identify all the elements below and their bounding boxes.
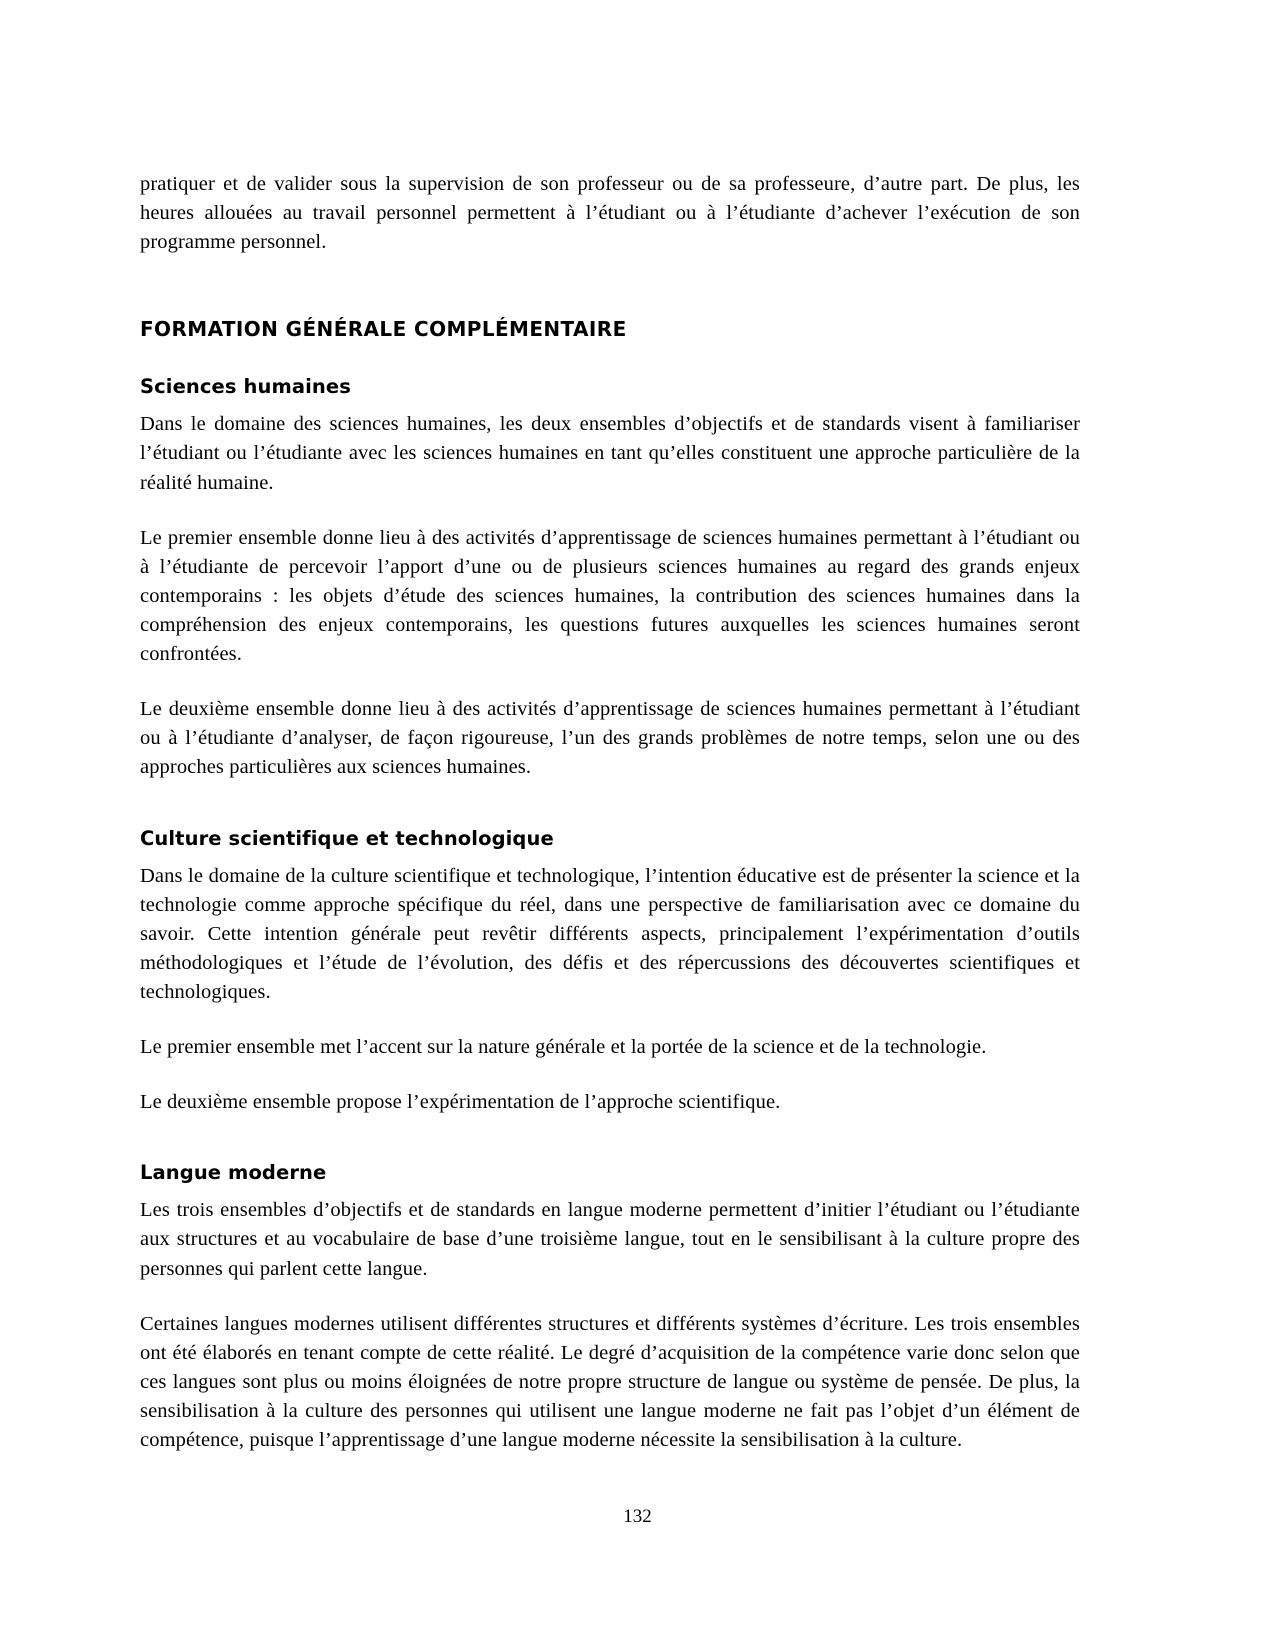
paragraph-sciences-humaines-3: Le deuxième ensemble donne lieu à des activités d’apprentissage de sciences humaines permettant à l’étudiant ou à l’étudiante d’analyser, de façon rigoureuse, l’un des grands problèmes de notre temps, selon une ou des approches particulières aux sciences humaines.: [140, 698, 1080, 779]
subsection-heading-langue-moderne: Langue moderne: [140, 1161, 327, 1185]
paragraph-culture-scientifique-1: Dans le domaine de la culture scientifique et technologique, l’intention éducative est de présenter la science et la technologie comme approche spécifique du réel, dans une perspective de familiarisation avec ce domaine du savoir. Cette intention générale peut revêtir différents aspects, principalement l’expérimentation d’outils méthodologiques et l’étude de l’évolution, des défis et des répercussions des découvertes scientifiques et technologiques.: [140, 864, 1080, 1003]
page-number: 132: [623, 1506, 652, 1527]
page-content: [140, 170, 1080, 1455]
paragraph-sciences-humaines-2: Le premier ensemble donne lieu à des activités d’apprentissage de sciences humaines permettant à l’étudiant ou à l’étudiante de percevoir l’apport d’une ou de plusieurs sciences humaines au regard des grands enjeux contemporains : les objets d’étude des sciences humaines, la contribution des sciences humaines dans la compréhension des enjeux contemporains, les questions futures auxquelles les sciences humaines seront confrontées.: [140, 526, 1080, 666]
section-heading: FORMATION GÉNÉRALE COMPLÉMENTAIRE: [140, 317, 627, 342]
paragraph-sciences-humaines-1: Dans le domaine des sciences humaines, les deux ensembles d’objectifs et de standards visent à familiariser l’étudiant ou l’étudiante avec les sciences humaines en tant qu’elles constituent une approche particulière de la réalité humaine.: [140, 413, 1080, 494]
paragraph-langue-moderne-2: Certaines langues modernes utilisent différentes structures et différents systèmes d’écriture. Les trois ensembles ont été élaborés en tenant compte de cette réalité. Le degré d’acquisition de la compétence varie donc selon que ces langues sont plus ou moins éloignées de notre propre structure de langue ou système de pensée. De plus, la sensibilisation à la culture des personnes qui utilisent une langue moderne ne fait pas l’objet d’un élément de compétence, puisque l’apprentissage d’une langue moderne nécessite la sensibilisation à la culture.: [140, 1312, 1080, 1452]
subsection-heading-culture-scientifique: Culture scientifique et technologique: [140, 826, 554, 850]
paragraph-langue-moderne-1: Les trois ensembles d’objectifs et de standards en langue moderne permettent d’initier l’étudiant ou l’étudiante aux structures et au vocabulaire de base d’une troisième langue, tout en le sensibilisant à la culture propre des personnes qui parlent cette langue.: [140, 1199, 1080, 1280]
paragraph-culture-scientifique-2: Le premier ensemble met l’accent sur la nature générale et la portée de la science et de la technologie.: [140, 1036, 987, 1059]
intro-paragraph: pratiquer et de valider sous la supervision de son professeur ou de sa professeure, d’autre part. De plus, les heures allouées au travail personnel permettent à l’étudiant ou à l’étudiante d’achever l’exécution de son programme personnel.: [140, 173, 1080, 254]
paragraph-culture-scientifique-3: Le deuxième ensemble propose l’expérimentation de l’approche scientifique.: [140, 1091, 781, 1114]
subsection-heading-sciences-humaines: Sciences humaines: [140, 375, 351, 399]
